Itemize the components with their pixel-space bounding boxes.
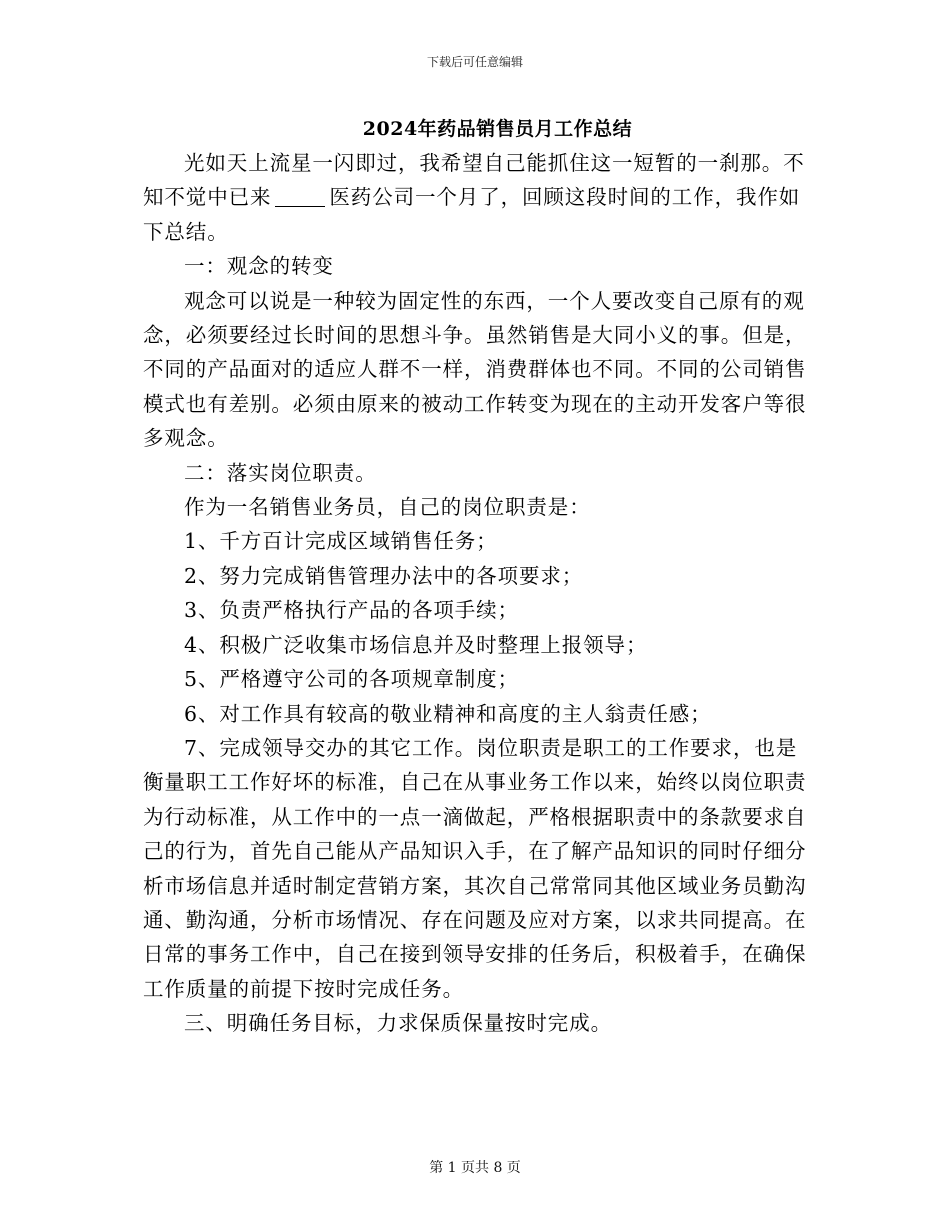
intro-paragraph	[143, 146, 808, 249]
intro-text-before-blank: 光如天上流星一闪即过，我希望自己能抓住这一短暂的一刹那。不知不觉中已来	[143, 151, 805, 210]
list-item: 1、千方百计完成区域销售任务；	[184, 529, 498, 554]
fill-in-blank	[275, 186, 325, 207]
header-note: 下载后可任意编辑	[426, 55, 523, 69]
list-item: 7、完成领导交办的其它工作。岗位职责是职工的工作要求，也是衡量职工工作好坏的标准，自己在从事业务工作以来，始终以岗位职责为行动标准，从工作中的一点一滴做起，严格根据职责中的条款要求自己的行为，首先自己能从产品知识入手，在了解产品知识的同时仔细分析市场信息并适时制定营销方案，其次自己常常同其他区域业务员勤沟通、勤沟通，分析市场情况、存在问题及应对方案，以求共同提高。在日常的事务工作中，自己在接到领导安排的任务后，积极着手，在确保工作质量的前提下按时完成任务。	[143, 735, 807, 1001]
list-item: 2、努力完成销售管理办法中的各项要求；	[184, 563, 584, 588]
section-heading-3: 三、明确任务目标，力求保质保量按时完成。	[184, 1011, 612, 1036]
list-item: 6、对工作具有较高的敬业精神和高度的主人翁责任感；	[184, 701, 712, 726]
intro-text-after-blank: 医药公司一个月了，回顾这段时间的工作，我作如下总结。	[143, 185, 801, 244]
list-item: 4、积极广泛收集市场信息并及时整理上报领导；	[184, 632, 648, 657]
list-item: 5、严格遵守公司的各项规章制度；	[184, 667, 519, 692]
concept-paragraph: 观念可以说是一种较为固定性的东西，一个人要改变自己原有的观念，必须要经过长时间的思想斗争。虽然销售是大同小义的事。但是，不同的产品面对的适应人群不一样，消费群体也不同。不同的公司销售模式也有差别。必须由原来的被动工作转变为现在的主动开发客户等很多观念。	[143, 288, 807, 451]
document-title: 2024年药品销售员月工作总结	[362, 118, 633, 140]
document-body	[143, 146, 808, 1041]
section-heading-2: 二：落实岗位职责。	[184, 460, 377, 485]
page-footer: 第 1 页共 8 页	[429, 1160, 521, 1176]
section-heading-1: 一：观念的转变	[184, 254, 334, 279]
duties-intro: 作为一名销售业务员，自己的岗位职责是：	[184, 495, 591, 520]
list-item: 3、负责严格执行产品的各项手续；	[184, 598, 519, 623]
